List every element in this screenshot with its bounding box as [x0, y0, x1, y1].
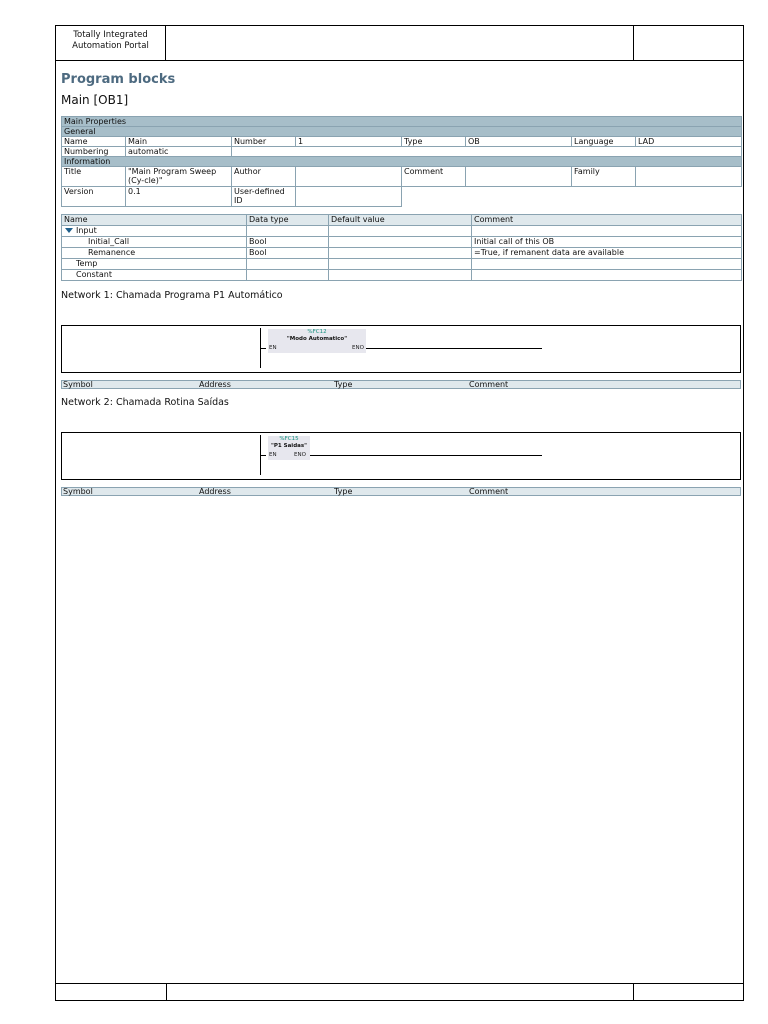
- network-1-symbol-header: [61, 380, 741, 389]
- author-label: Author: [232, 167, 296, 187]
- comment-col: Comment: [469, 380, 509, 389]
- page-footer: [56, 983, 743, 1000]
- number-label: Number: [232, 137, 296, 147]
- row-comment: [472, 226, 742, 237]
- row-default: [329, 226, 472, 237]
- name-value: Main: [126, 137, 232, 147]
- page-header: [56, 26, 743, 61]
- row-type: [247, 270, 329, 281]
- author-value: [296, 167, 402, 187]
- product-line-2: Automation Portal: [72, 41, 149, 51]
- col-comment: Comment: [472, 215, 742, 226]
- row-default: [329, 270, 472, 281]
- symbol-col: Symbol: [63, 487, 93, 496]
- en-wire: [261, 348, 266, 349]
- user-id-value: [296, 187, 402, 207]
- number-value: 1: [296, 137, 402, 147]
- row-type: Bool: [247, 237, 329, 248]
- fc-address: %FC15: [279, 436, 299, 442]
- en-pin: EN: [269, 452, 277, 458]
- fc-name: "Modo Automatico": [286, 336, 348, 342]
- table-row: [62, 226, 742, 237]
- network-1-title: Network 1: Chamada Programa P1 Automático: [61, 290, 283, 301]
- language-value: LAD: [636, 137, 742, 147]
- table-row: [62, 259, 742, 270]
- row-type: [247, 259, 329, 270]
- type-label: Type: [402, 137, 466, 147]
- family-value: [636, 167, 742, 187]
- eno-pin: ENO: [352, 345, 364, 351]
- interface-table: [61, 214, 742, 281]
- footer-divider: [633, 984, 634, 1000]
- numbering-filler: [232, 147, 742, 157]
- language-label: Language: [572, 137, 636, 147]
- row-comment: [472, 270, 742, 281]
- row-name: Constant: [62, 270, 247, 281]
- page-frame: [55, 25, 744, 1001]
- information-bar: Information: [62, 157, 742, 167]
- row-name: Remanence: [62, 248, 247, 259]
- row-default: [329, 259, 472, 270]
- row-comment: [472, 259, 742, 270]
- eno-wire: [310, 455, 542, 456]
- table-row: [62, 270, 742, 281]
- col-default-value: Default value: [329, 215, 472, 226]
- row-default: [329, 237, 472, 248]
- row-type: [247, 226, 329, 237]
- version-label: Version: [62, 187, 126, 207]
- block-title: Main [OB1]: [61, 93, 129, 107]
- en-pin: EN: [269, 345, 277, 351]
- type-col: Type: [334, 487, 353, 496]
- row-name: Input: [76, 226, 97, 235]
- col-name: Name: [62, 215, 247, 226]
- fc-name: "P1 Saidas": [271, 443, 307, 449]
- row-name: Initial_Call: [62, 237, 247, 248]
- table-row: [62, 237, 742, 248]
- address-col: Address: [199, 380, 231, 389]
- network-2-box[interactable]: [61, 432, 741, 480]
- row-name: Temp: [62, 259, 247, 270]
- family-label: Family: [572, 167, 636, 187]
- type-value: OB: [466, 137, 572, 147]
- eno-pin: ENO: [294, 452, 306, 458]
- row-comment: =True, if remanent data are available: [472, 248, 742, 259]
- row-comment: Initial call of this OB: [472, 237, 742, 248]
- main-properties-table: [61, 116, 742, 207]
- network-2-symbol-header: [61, 487, 741, 496]
- eno-wire: [366, 348, 542, 349]
- comment-value: [466, 167, 572, 187]
- title-value: "Main Program Sweep (Cy-cle)": [126, 167, 232, 187]
- type-col: Type: [334, 380, 353, 389]
- comment-label: Comment: [402, 167, 466, 187]
- title-label: Title: [62, 167, 126, 187]
- section-title: Program blocks: [61, 72, 176, 87]
- row-default: [329, 248, 472, 259]
- network-2-title: Network 2: Chamada Rotina Saídas: [61, 397, 229, 408]
- fc-address: %FC12: [307, 329, 327, 335]
- network-1-box[interactable]: [61, 325, 741, 373]
- product-name: [56, 26, 166, 60]
- user-id-label: User-defined ID: [232, 187, 296, 207]
- col-data-type: Data type: [247, 215, 329, 226]
- blank-cell: [402, 187, 742, 207]
- table-row: [62, 248, 742, 259]
- footer-divider: [166, 984, 167, 1000]
- en-wire: [261, 455, 266, 456]
- collapse-triangle-icon[interactable]: [65, 228, 73, 233]
- version-value: 0.1: [126, 187, 232, 207]
- header-divider: [633, 26, 634, 60]
- row-type: Bool: [247, 248, 329, 259]
- product-line-1: Totally Integrated: [73, 30, 148, 40]
- numbering-label: Numbering: [62, 147, 126, 157]
- symbol-col: Symbol: [63, 380, 93, 389]
- main-properties-bar: Main Properties: [62, 117, 742, 127]
- address-col: Address: [199, 487, 231, 496]
- general-bar: General: [62, 127, 742, 137]
- numbering-value: automatic: [126, 147, 232, 157]
- name-label: Name: [62, 137, 126, 147]
- comment-col: Comment: [469, 487, 509, 496]
